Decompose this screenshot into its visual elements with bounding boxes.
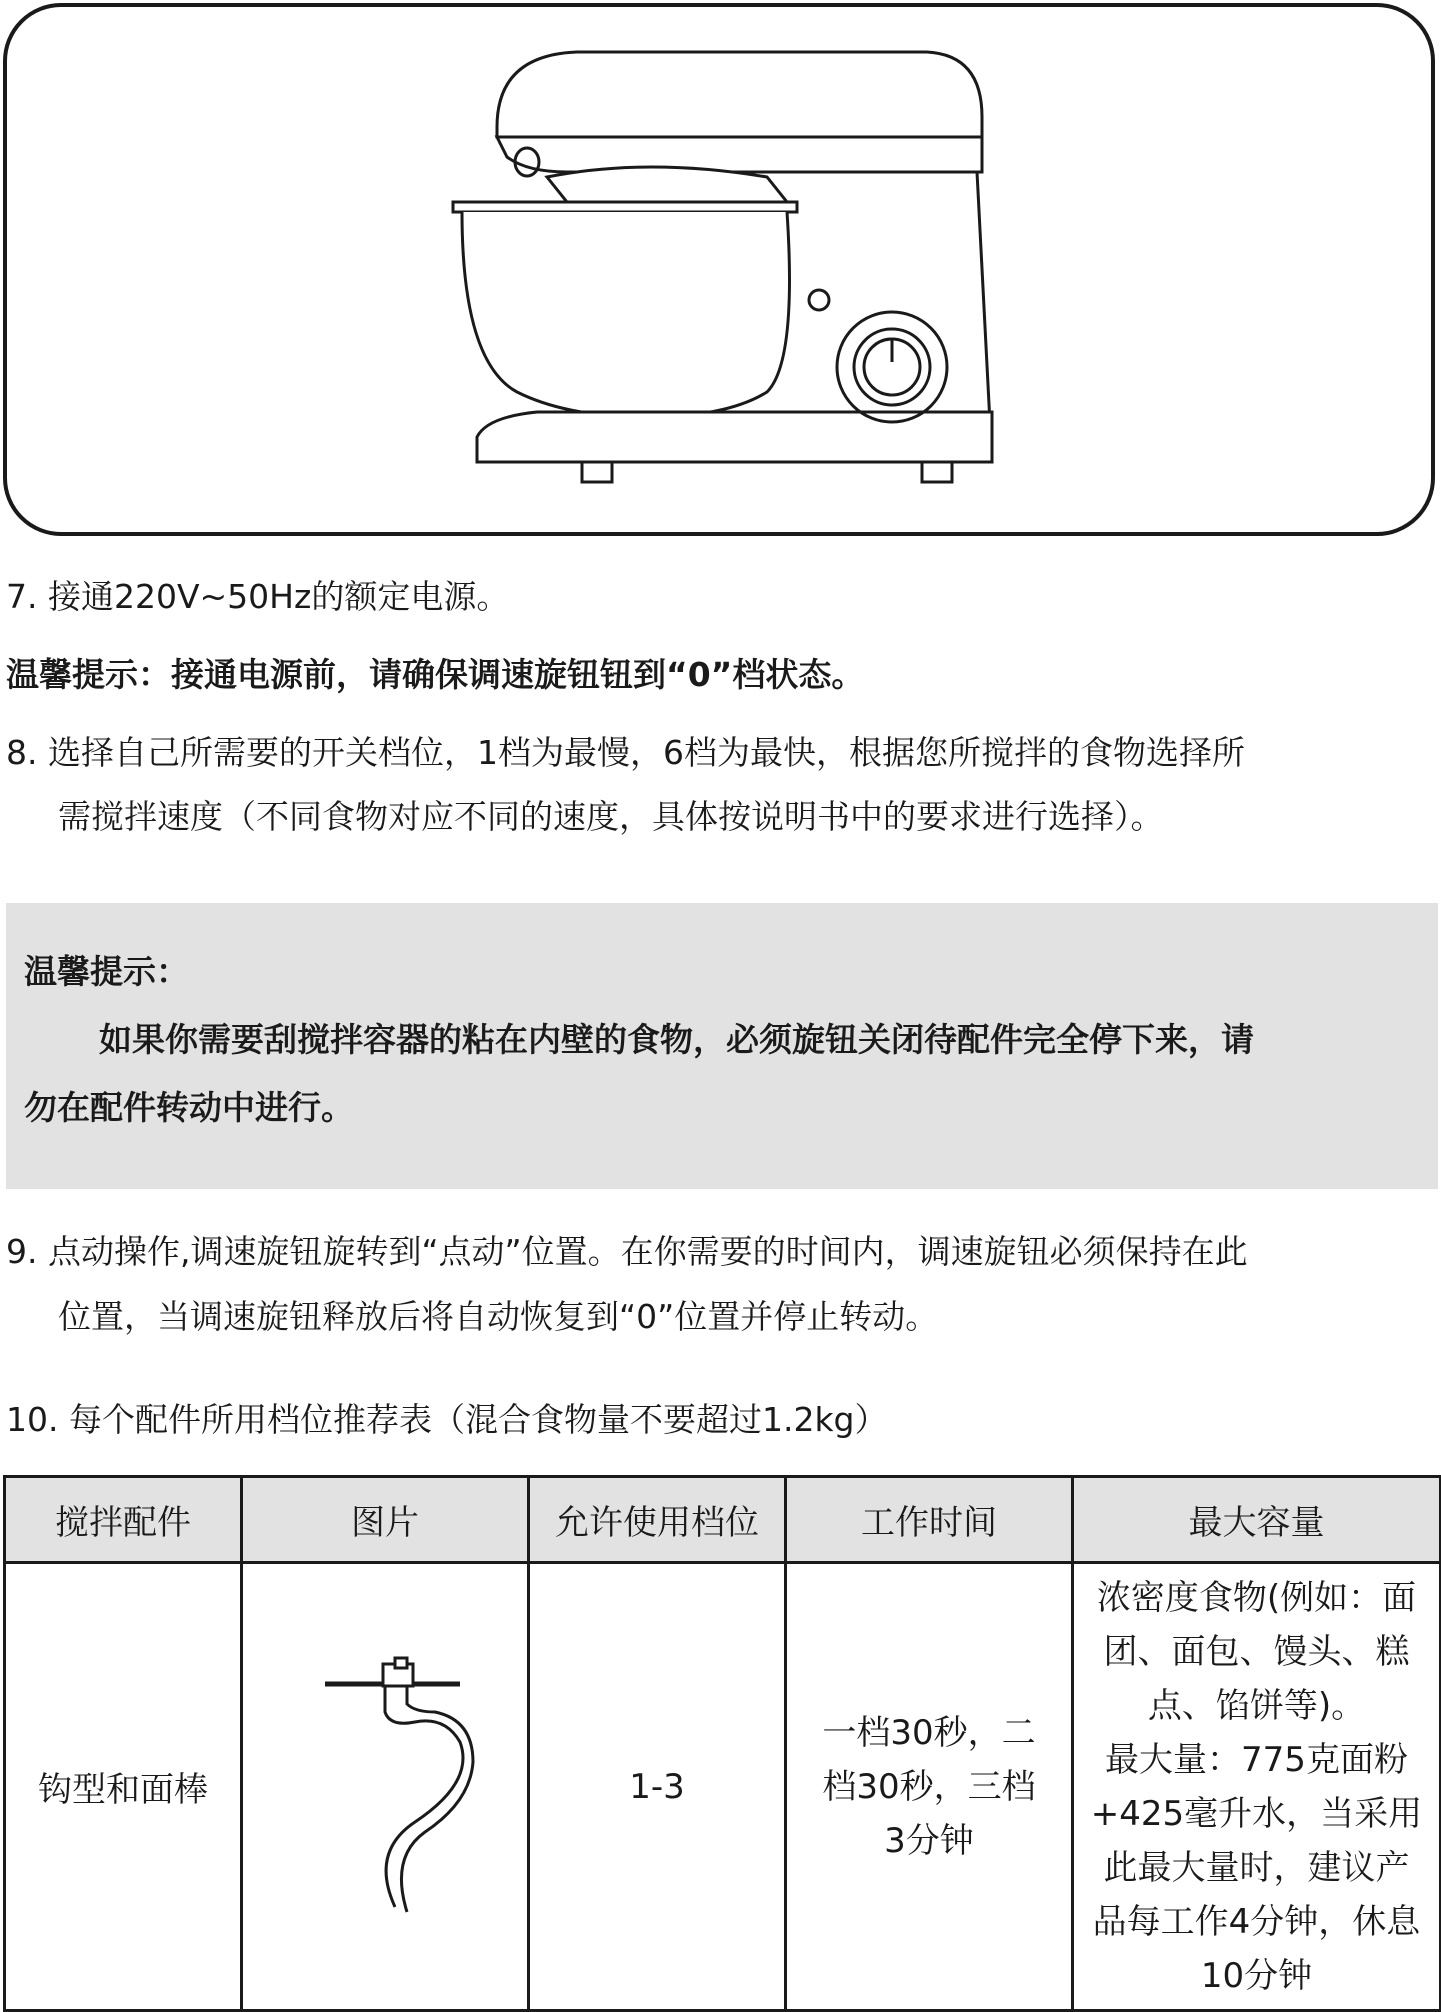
header-capacity: 最大容量 [1073,1477,1441,1563]
stand-mixer-illustration-icon [7,7,1431,532]
step-8-line-2: 需搅拌速度（不同食物对应不同的速度，具体按说明书中的要求进行选择）。 [58,797,1164,836]
step-9-line-2: 位置，当调速旋钮释放后将自动恢复到“0”位置并停止转动。 [58,1297,939,1336]
cell-capacity [1073,1563,1441,2011]
step-9-line-1: 9. 点动操作,调速旋钮旋转到“点动”位置。在你需要的时间内，调速旋钮必须保持在此 [6,1232,1248,1271]
capacity-line: 浓密度食物(例如：面 [1096,1577,1417,1618]
step-8-line-1: 8. 选择自己所需要的开关档位，1档为最慢，6档为最快，根据您所搅拌的食物选择所 [6,733,1245,772]
capacity-line: 点、馅饼等)。 [1147,1685,1366,1726]
note-line-1: 如果你需要刮搅拌容器的粘在内壁的食物，必须旋钮关闭待配件完全停下来，请 [99,1020,1254,1059]
capacity-line: 此最大量时，建议产 [1103,1847,1410,1888]
time-line: 档30秒，三档 [822,1766,1036,1807]
header-speeds: 允许使用档位 [529,1477,786,1563]
warning-note-box [6,903,1438,1189]
capacity-line: 10分钟 [1200,1955,1313,1996]
table-header-row [5,1477,1441,1563]
cell-time [786,1563,1073,2011]
capacity-line: 团、面包、馒头、糕 [1103,1631,1410,1672]
time-line: 3分钟 [884,1820,974,1861]
table-row [5,1563,1441,2011]
time-line: 一档30秒，二 [822,1712,1036,1753]
header-accessory: 搅拌配件 [5,1477,242,1563]
tip-power: 温馨提示：接通电源前，请确保调速旋钮钮到“0”档状态。 [6,655,865,694]
note-title: 温馨提示： [24,952,189,991]
header-image: 图片 [242,1477,529,1563]
capacity-line: 最大量：775克面粉 [1105,1739,1408,1780]
capacity-line: +425毫升水，当采用 [1090,1793,1423,1834]
note-line-2: 勿在配件转动中进行。 [24,1088,354,1127]
cell-accessory: 钩型和面棒 [5,1563,242,2011]
cell-speeds: 1-3 [529,1563,786,2011]
step-7: 7. 接通220V~50Hz的额定电源。 [6,577,510,616]
speed-recommendation-table [3,1475,1441,2012]
step-10: 10. 每个配件所用档位推荐表（混合食物量不要超过1.2kg） [6,1400,888,1439]
dough-hook-icon [285,1632,485,1932]
capacity-line: 品每工作4分钟，休息 [1092,1901,1421,1942]
cell-image [242,1563,529,2011]
illustration-frame [3,3,1435,536]
header-time: 工作时间 [786,1477,1073,1563]
